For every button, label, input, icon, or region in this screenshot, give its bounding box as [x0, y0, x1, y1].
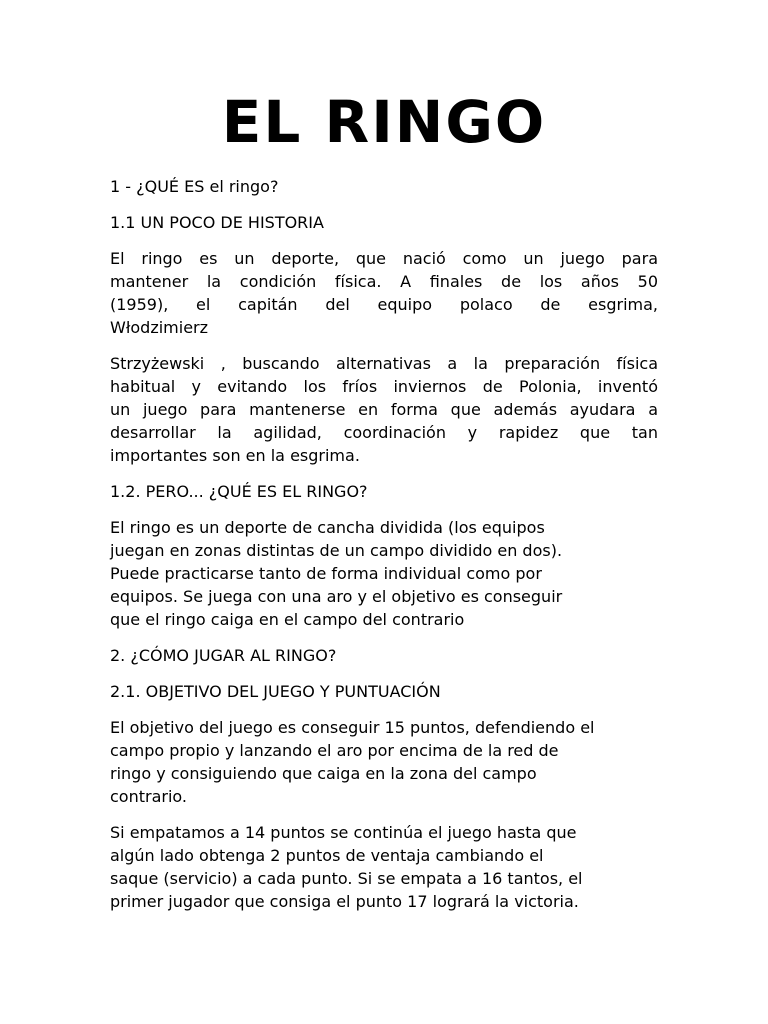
paragraph-line: ringo y consiguiendo que caiga en la zona del campo	[110, 764, 537, 783]
paragraph-line: mantener la condición física. A finales de los años 50	[110, 272, 658, 291]
paragraph-line: importantes son en la esgrima.	[110, 446, 360, 465]
paragraph-line: El ringo es un deporte de cancha dividida (los equipos	[110, 518, 545, 537]
paragraph-historia-1	[110, 247, 658, 339]
paragraph-line: El objetivo del juego es conseguir 15 puntos, defendiendo el	[110, 718, 595, 737]
paragraph-line: (1959), el capitán del equipo polaco de esgrima,	[110, 295, 658, 314]
paragraph-line: Si empatamos a 14 puntos se continúa el juego hasta que	[110, 823, 577, 842]
document-title: EL RINGO	[221, 88, 547, 156]
paragraph-line: juegan en zonas distintas de un campo dividido en dos).	[110, 541, 563, 560]
paragraph-objetivo	[110, 716, 658, 808]
paragraph-line: contrario.	[110, 787, 187, 806]
paragraph-descripcion	[110, 516, 658, 631]
heading-como-jugar: 2. ¿CÓMO JUGAR AL RINGO?	[110, 646, 337, 665]
paragraph-line: equipos. Se juega con una aro y el objetivo es conseguir	[110, 587, 563, 606]
paragraph-line: que el ringo caiga en el campo del contrario	[110, 610, 465, 629]
paragraph-line: campo propio y lanzando el aro por encima de la red de	[110, 741, 559, 760]
paragraph-line: habitual y evitando los fríos inviernos de Polonia, inventó	[110, 377, 658, 396]
paragraph-line: algún lado obtenga 2 puntos de ventaja cambiando el	[110, 846, 544, 865]
paragraph-line: Puede practicarse tanto de forma individual como por	[110, 564, 542, 583]
paragraph-line: Włodzimierz	[110, 318, 209, 337]
heading-objetivo: 2.1. OBJETIVO DEL JUEGO Y PUNTUACIÓN	[110, 682, 441, 701]
paragraph-line: desarrollar la agilidad, coordinación y rapidez que tan	[110, 423, 658, 442]
paragraph-line: primer jugador que consiga el punto 17 logrará la victoria.	[110, 892, 579, 911]
paragraph-empate	[110, 821, 658, 913]
paragraph-line: un juego para mantenerse en forma que además ayudara a	[110, 400, 658, 419]
heading-que-es: 1 - ¿QUÉ ES el ringo?	[110, 177, 279, 196]
paragraph-line: Strzyżewski , buscando alternativas a la preparación física	[110, 354, 658, 373]
paragraph-line: saque (servicio) a cada punto. Si se empata a 16 tantos, el	[110, 869, 583, 888]
heading-historia: 1.1 UN POCO DE HISTORIA	[110, 213, 324, 232]
paragraph-historia-2	[110, 352, 658, 467]
heading-pero-que-es: 1.2. PERO... ¿QUÉ ES EL RINGO?	[110, 482, 368, 501]
paragraph-line: El ringo es un deporte, que nació como un juego para	[110, 249, 658, 268]
document-body	[110, 175, 658, 926]
